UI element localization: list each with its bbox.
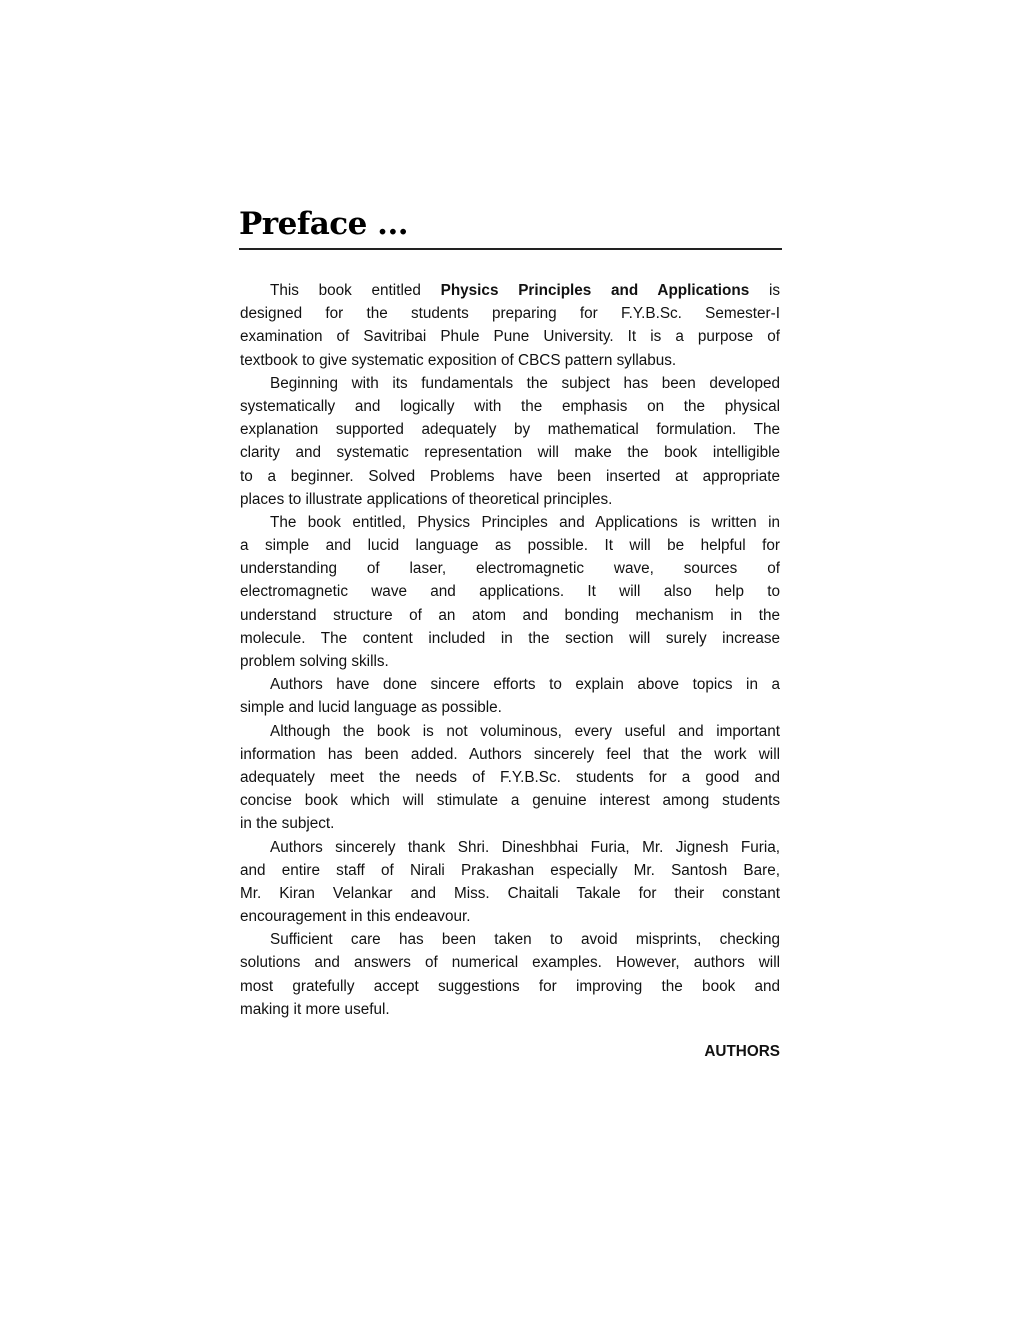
paragraph-line: most gratefully accept suggestions for improving the book and bbox=[240, 977, 780, 995]
intro-line bbox=[240, 279, 780, 302]
paragraph-line: in the subject. bbox=[240, 815, 335, 833]
paragraph-line: encouragement in this endeavour. bbox=[240, 908, 471, 926]
paragraph-line: places to illustrate applications of theoretical principles. bbox=[240, 490, 613, 508]
paragraph-line: understanding of laser, electromagnetic wave, sources of bbox=[240, 560, 780, 578]
paragraph-line: textbook to give systematic exposition of CBCS pattern syllabus. bbox=[240, 351, 677, 369]
preface-body bbox=[240, 279, 780, 1021]
title-rule bbox=[239, 248, 782, 250]
paragraph-line: making it more useful. bbox=[240, 1000, 390, 1018]
page-title: Preface ... bbox=[239, 206, 409, 242]
paragraph-line: The book entitled, Physics Principles and Applications is written in bbox=[270, 513, 780, 531]
paragraph-line: adequately meet the needs of F.Y.B.Sc. students for a good and bbox=[240, 768, 780, 786]
paragraph-line: Beginning with its fundamentals the subject has been developed bbox=[270, 374, 780, 392]
paragraph-line: examination of Savitribai Phule Pune University. It is a purpose of bbox=[240, 328, 780, 346]
paragraph-line: problem solving skills. bbox=[240, 653, 389, 670]
paragraph-line: solutions and answers of numerical examples. However, authors will bbox=[240, 954, 780, 972]
paragraph-line: systematically and logically with the emphasis on the physical bbox=[240, 397, 780, 415]
paragraph-line: clarity and systematic representation will make the book intelligible bbox=[240, 444, 780, 462]
signature: AUTHORS bbox=[704, 1043, 780, 1060]
paragraph-line: information has been added. Authors sincerely feel that the work will bbox=[240, 745, 780, 763]
book-title-bold: Physics Principles and Applications bbox=[440, 282, 750, 299]
paragraph-line: and entire staff of Nirali Prakashan especially Mr. Santosh Bare, bbox=[240, 861, 780, 879]
paragraph-line: electromagnetic wave and applications. It will also help to bbox=[240, 583, 780, 601]
paragraph-line: Authors sincerely thank Shri. Dineshbhai Furia, Mr. Jignesh Furia, bbox=[270, 838, 780, 856]
paragraph-line: Although the book is not voluminous, every useful and important bbox=[270, 722, 780, 740]
paragraph-line: Mr. Kiran Velankar and Miss. Chaitali Takale for their constant bbox=[240, 884, 780, 902]
paragraph-line: Authors have done sincere efforts to explain above topics in a bbox=[270, 676, 780, 694]
intro-text: This book entitled bbox=[270, 282, 441, 299]
paragraph-line: simple and lucid language as possible. bbox=[240, 699, 502, 717]
paragraph-line: a simple and lucid language as possible. It will be helpful for bbox=[240, 537, 780, 555]
paragraph-line: to a beginner. Solved Problems have been inserted at appropriate bbox=[240, 467, 780, 485]
paragraph-line: concise book which will stimulate a genuine interest among students bbox=[240, 792, 780, 810]
paragraph-line: explanation supported adequately by mathematical formulation. The bbox=[240, 421, 780, 439]
intro-text-end: is bbox=[749, 282, 780, 299]
paragraph-line: understand structure of an atom and bonding mechanism in the bbox=[240, 606, 780, 624]
paragraph-line: molecule. The content included in the section will surely increase bbox=[240, 629, 780, 647]
paragraph-line: designed for the students preparing for F.Y.B.Sc. Semester-I bbox=[240, 305, 780, 323]
paragraph-line: Sufficient care has been taken to avoid misprints, checking bbox=[270, 931, 780, 949]
